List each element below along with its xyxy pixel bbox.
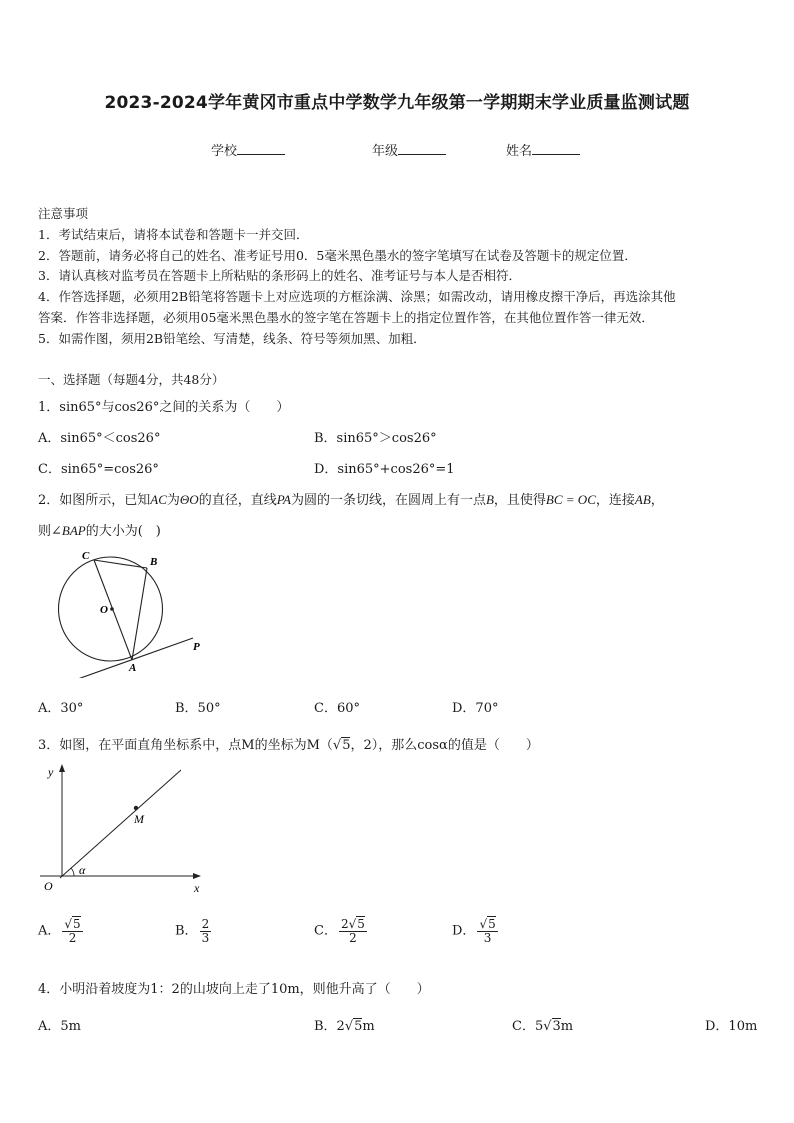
sqrt: √5 [344,1019,363,1034]
note-item: 3．请认真核对监考员在答题卡上所粘贴的条形码上的姓名、准考证号与本人是否相符． [38,268,521,283]
school-label: 学校 [211,144,238,159]
note-item: 4．作答选择题，必须用2B铅笔将答题卡上对应选项的方框涂满、涂黑；如需改动，请用橡皮擦干净后，再选涂其他 [38,289,676,304]
name-label: 姓名 [506,144,533,159]
q3-option-d[interactable] [452,918,500,944]
question-4-stem: 4．小明沿着坡度为1：2的山坡向上走了10m，则他升高了（ ） [38,982,430,997]
math-bc-eq-oc: BC = OC [545,492,596,507]
section-heading: 一、选择题（每题4分，共48分） [38,372,225,387]
stem-text: ，2），那么cosα的值是（ ） [350,738,539,753]
q4-option-d[interactable]: D．10m [705,1019,758,1034]
fraction: $\frac{√5}{3}$ [479,917,496,945]
x-arrow [193,873,201,879]
sqrt: √3 [543,1019,561,1034]
stem-text: 为圆的一条切线，在圆周上有一点 [290,493,486,508]
center-dot [110,607,114,611]
radicand: 5 [354,1019,363,1034]
math-bap: BAP [61,523,86,538]
q3-option-b[interactable] [175,918,213,944]
note-item: 答案．作答非选择题，必须用05毫米黑色墨水的签字笔在答题卡上的指定位置作答，在其他位置作答一律无效． [38,310,654,325]
ray-om [60,770,181,878]
label-p: P [193,641,200,653]
q1-option-d[interactable]: D．sin65°+cos26°=1 [314,462,455,477]
option-label: A． [38,923,61,939]
label-b: B [150,556,158,568]
angle-arc [71,868,74,876]
math-pa: PA [276,492,291,507]
name-field[interactable] [506,140,580,159]
q3-option-c[interactable] [314,918,369,944]
option-label: C． [314,923,337,939]
notes-heading: 注意事项 [38,206,89,221]
school-field[interactable] [211,140,285,159]
stem-text: 3．如图，在平面直角坐标系中，点M的坐标为M（ [38,738,333,753]
circle-tangent-figure [50,548,220,678]
question-2-stem-line2 [38,520,161,539]
fraction: $\frac{2√5}{2}$ [340,917,365,945]
label-m: M [134,812,144,826]
denominator: 2 [349,930,357,945]
grade-label: 年级 [372,144,399,159]
grade-blank[interactable] [398,142,446,155]
chord-cb [94,560,147,568]
question-3-stem [38,734,539,753]
y-arrow [59,764,65,772]
radicand: 3 [552,1019,561,1034]
q4-option-b[interactable] [314,1015,375,1034]
radicand: 5 [488,917,496,931]
q4-option-a[interactable]: A．5m [38,1019,81,1034]
label-o: O [100,604,108,616]
math-ab: AB [634,492,651,507]
unit: m [560,1019,574,1034]
radicand: 5 [357,917,365,931]
unit: m [362,1019,375,1034]
coordinate-figure [36,762,216,897]
question-2-stem [38,489,664,508]
note-item: 2．答题前，请务必将自己的姓名、准考证号用0．5毫米黑色墨水的签字笔填写在试卷及答题卡的规定位置． [38,248,637,263]
q3-option-a[interactable] [38,918,85,944]
stem-text: 为 [166,493,180,508]
point-m [134,806,138,810]
sqrt-5: √5 [332,738,351,753]
coefficient: 2 [340,917,349,931]
option-label: B． [175,923,198,939]
fraction [200,918,212,944]
option-label: D． [452,923,476,939]
fraction: $\frac{√5}{2}$ [64,917,81,945]
q1-option-b[interactable]: B．sin65°＞cos26° [314,431,437,446]
stem-text: 的直径，直线 [198,493,277,508]
label-x: x [194,881,200,895]
radicand: 5 [73,917,81,931]
note-item: 1．考试结束后，请将本试卷和答题卡一并交回． [38,227,309,242]
label-alpha: α [79,863,86,877]
denominator: 3 [483,930,492,945]
q1-option-a[interactable]: A．sin65°＜cos26° [38,431,161,446]
name-blank[interactable] [532,142,580,155]
numerator: 2 [201,917,210,931]
radicand: 5 [342,738,351,753]
math-circle-o: ΘO [179,492,199,507]
q4-option-c[interactable] [512,1015,573,1034]
grade-field[interactable] [372,140,446,159]
math-ac: AC [150,492,167,507]
option-text: B．2 [314,1019,345,1034]
stem-text: 的大小为( ) [85,524,161,539]
denominator: 2 [68,930,77,945]
note-item: 5．如需作图，须用2B铅笔绘、写清楚，线条、符号等须加黑、加粗． [38,331,426,346]
label-o: O [44,879,53,893]
stem-text: ，连接 [595,493,635,508]
chord-ab [132,568,147,660]
math-b: B [485,492,494,507]
stem-text: 2．如图所示，已知 [38,493,151,508]
label-y: y [48,765,54,779]
q1-option-c[interactable]: C．sin65°=cos26° [38,462,159,477]
exam-title: 2023-2024学年黄冈市重点中学数学九年级第一学期期末学业质量监测试题 [104,93,690,113]
question-1-stem: 1．sin65°与cos26°之间的关系为（ ） [38,400,290,415]
stem-text: ， [650,493,664,508]
q2-option-a[interactable]: A．30° [38,701,84,716]
label-c: C [82,550,90,562]
q2-option-b[interactable]: B．50° [175,701,221,716]
denominator: 3 [201,930,210,945]
stem-text: ，且使得 [493,493,546,508]
stem-text: 则∠ [38,524,62,539]
label-a: A [129,662,137,674]
option-text: C．5 [512,1019,544,1034]
q2-option-d[interactable]: D．70° [452,701,499,716]
school-blank[interactable] [237,142,285,155]
q2-option-c[interactable]: C．60° [314,701,360,716]
